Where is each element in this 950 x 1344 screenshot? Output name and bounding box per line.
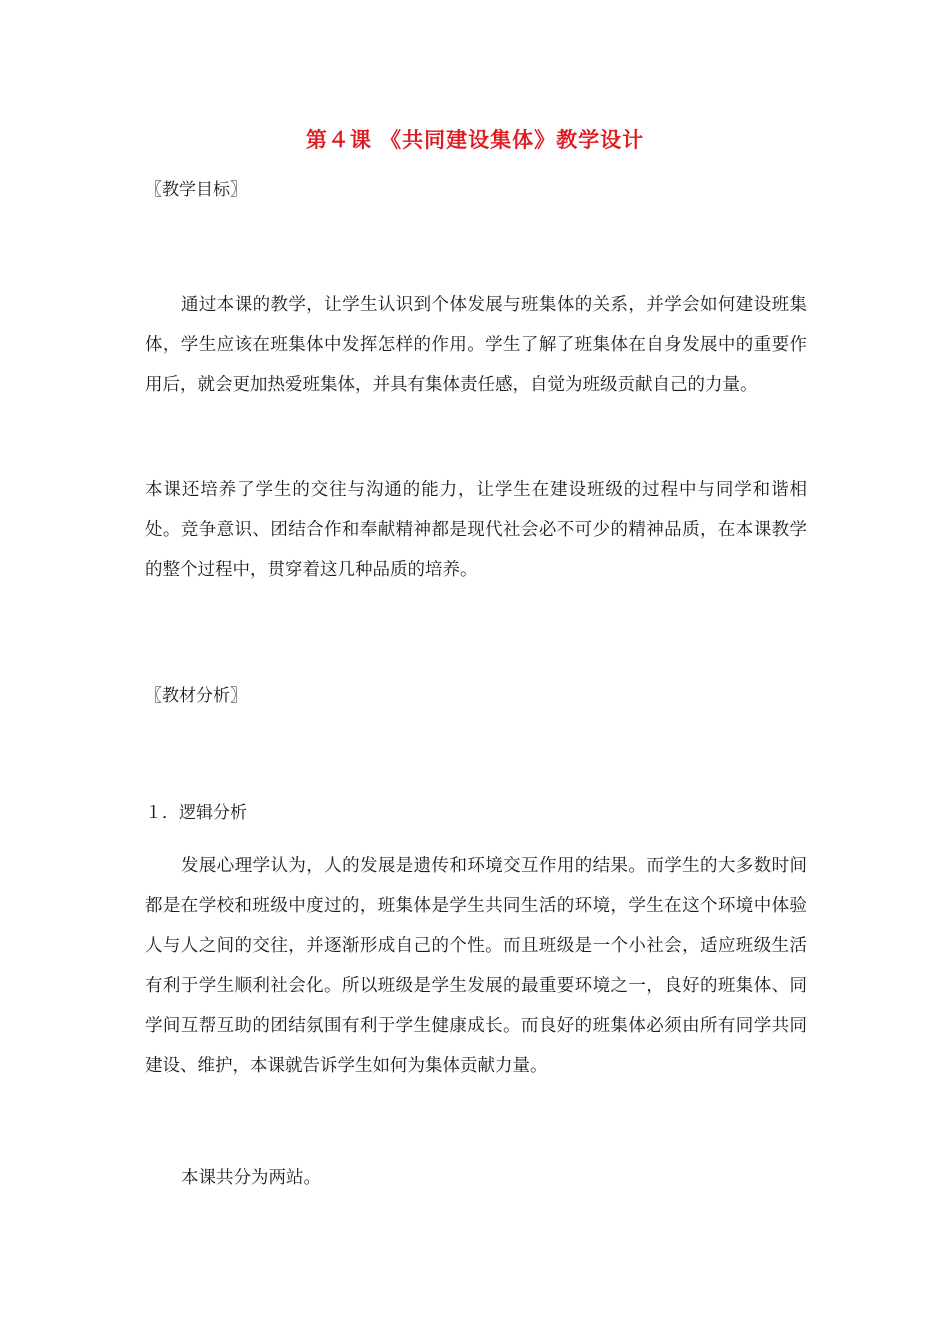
document-title: 第４课 《共同建设集体》教学设计 — [305, 127, 645, 152]
section-heading-analysis: 〖教材分析〗 — [145, 686, 247, 706]
analysis-paragraph-2: 本课共分为两站。 — [181, 1168, 321, 1188]
analysis-paragraph-1: 发展心理学认为，人的发展是遗传和环境交互作用的结果。而学生的大多数时间都是在学校和班级中度过的，班集体是学生共同生活的环境，学生在这个环境中体验人与人之间的交往，并逐渐形成自己的个性。而且班级是一个小社会，适应班级生活有利于学生顺利社会化。所以班级是学生发展的最重要环境之一，良好的班集体、同学间互帮互助的团结氛围有利于学生健康成长。而良好的班集体必须由所有同学共同建设、维护，本课就告诉学生如何为集体贡献力量。 — [145, 856, 807, 1076]
goals-paragraph-2: 本课还培养了学生的交往与沟通的能力，让学生在建设班级的过程中与同学和谐相处。竞争意识、团结合作和奉献精神都是现代社会必不可少的精神品质，在本课教学的整个过程中，贯穿着这几种品质的培养。 — [145, 480, 807, 580]
subheading-logic-analysis: １．逻辑分析 — [145, 803, 247, 823]
goals-paragraph-1: 通过本课的教学，让学生认识到个体发展与班集体的关系，并学会如何建设班集体，学生应该在班集体中发挥怎样的作用。学生了解了班集体在自身发展中的重要作用后，就会更加热爱班集体，并具有集体责任感，自觉为班级贡献自己的力量。 — [145, 295, 807, 395]
section-heading-goals: 〖教学目标〗 — [145, 180, 247, 200]
